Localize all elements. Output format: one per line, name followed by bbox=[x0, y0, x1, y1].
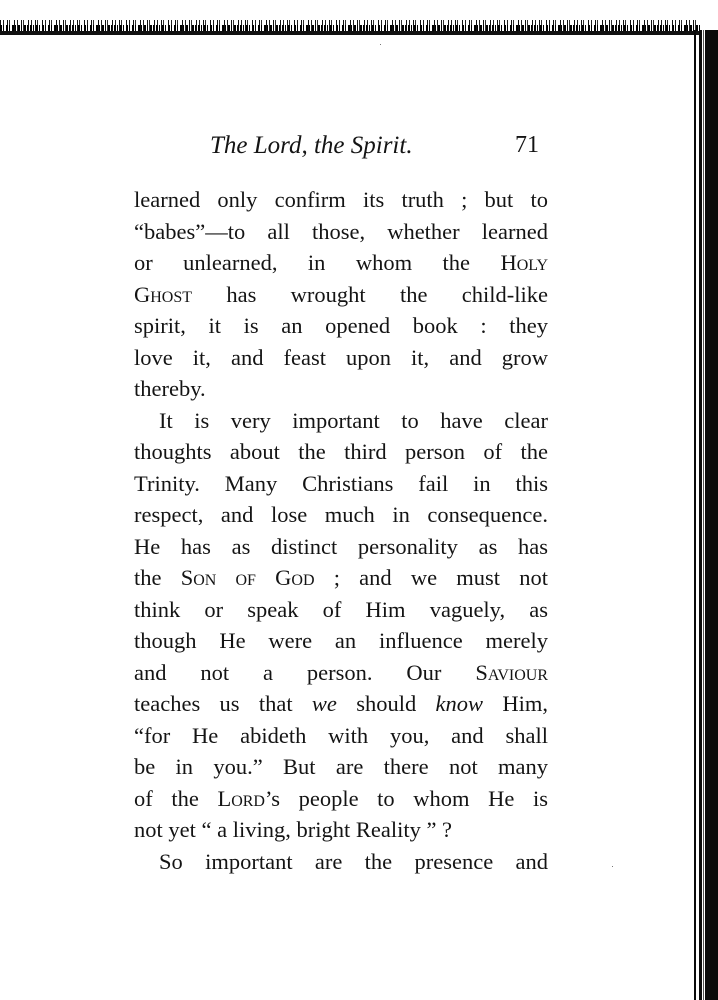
text-line: love it, and feast upon it, and grow bbox=[134, 344, 548, 370]
scan-speck bbox=[612, 866, 613, 867]
scan-top-edge bbox=[0, 0, 700, 36]
text-line: It is very important to have clear bbox=[159, 407, 548, 433]
page-edge-line bbox=[694, 30, 696, 1000]
text-line bbox=[134, 279, 548, 311]
text-line bbox=[134, 562, 548, 594]
italic-word: we bbox=[311, 691, 337, 716]
text-fragment: or unlearned, in whom the bbox=[134, 250, 501, 275]
running-head bbox=[210, 132, 550, 166]
text-fragment: Him, bbox=[483, 691, 548, 716]
page-edge-line bbox=[703, 30, 704, 1000]
small-caps-word: Son of God bbox=[180, 565, 315, 590]
text-fragment: of the bbox=[134, 785, 218, 811]
text-line: learned only confirm its truth ; but to bbox=[134, 187, 548, 212]
italic-word: know bbox=[435, 691, 484, 716]
page-edge-line bbox=[699, 30, 702, 1000]
text-fragment: has wrought the child-like bbox=[192, 281, 548, 307]
scan-edge-band bbox=[0, 31, 700, 35]
text-fragment: ’s people to whom He is bbox=[264, 785, 548, 811]
scan-speck bbox=[380, 44, 381, 45]
text-fragment: should bbox=[336, 691, 436, 716]
running-head-title: The Lord, the Spirit. bbox=[210, 132, 413, 159]
page-number: 71 bbox=[515, 132, 539, 158]
text-fragment: teaches us that bbox=[134, 691, 312, 716]
text-fragment: and not a person. Our bbox=[134, 659, 476, 685]
text-line: He has as distinct personality as has bbox=[134, 533, 548, 559]
page-edge-bar bbox=[705, 30, 718, 1000]
text-line bbox=[134, 247, 548, 279]
small-caps-word: Ghost bbox=[134, 281, 193, 307]
text-line: though He were an influence merely bbox=[134, 628, 548, 653]
text-fragment: the bbox=[134, 565, 181, 590]
text-line: thoughts about the third person of the bbox=[134, 439, 548, 464]
text-line: “babes”—to all those, whether learned bbox=[134, 218, 548, 244]
small-caps-word: Holy bbox=[500, 250, 548, 275]
small-caps-word: Saviour bbox=[475, 659, 548, 685]
text-line: So important are the presence and bbox=[159, 848, 548, 874]
text-line: think or speak of Him vaguely, as bbox=[134, 596, 548, 622]
text-fragment: ; and we must not bbox=[314, 565, 549, 590]
text-line bbox=[134, 783, 548, 815]
text-line: be in you.” But are there not many bbox=[134, 754, 548, 779]
text-line: respect, and lose much in consequence. bbox=[134, 502, 548, 527]
text-line bbox=[134, 688, 548, 720]
text-line: thereby. bbox=[134, 376, 206, 401]
text-line: “for He abideth with you, and shall bbox=[134, 722, 548, 748]
text-line: Trinity. Many Christians fail in this bbox=[134, 470, 548, 496]
text-line: not yet “ a living, bright Reality ” ? bbox=[134, 817, 453, 842]
text-line bbox=[134, 657, 548, 689]
text-line: spirit, it is an opened book : they bbox=[134, 313, 548, 338]
small-caps-word: Lord bbox=[217, 785, 265, 811]
body-text bbox=[134, 184, 548, 877]
